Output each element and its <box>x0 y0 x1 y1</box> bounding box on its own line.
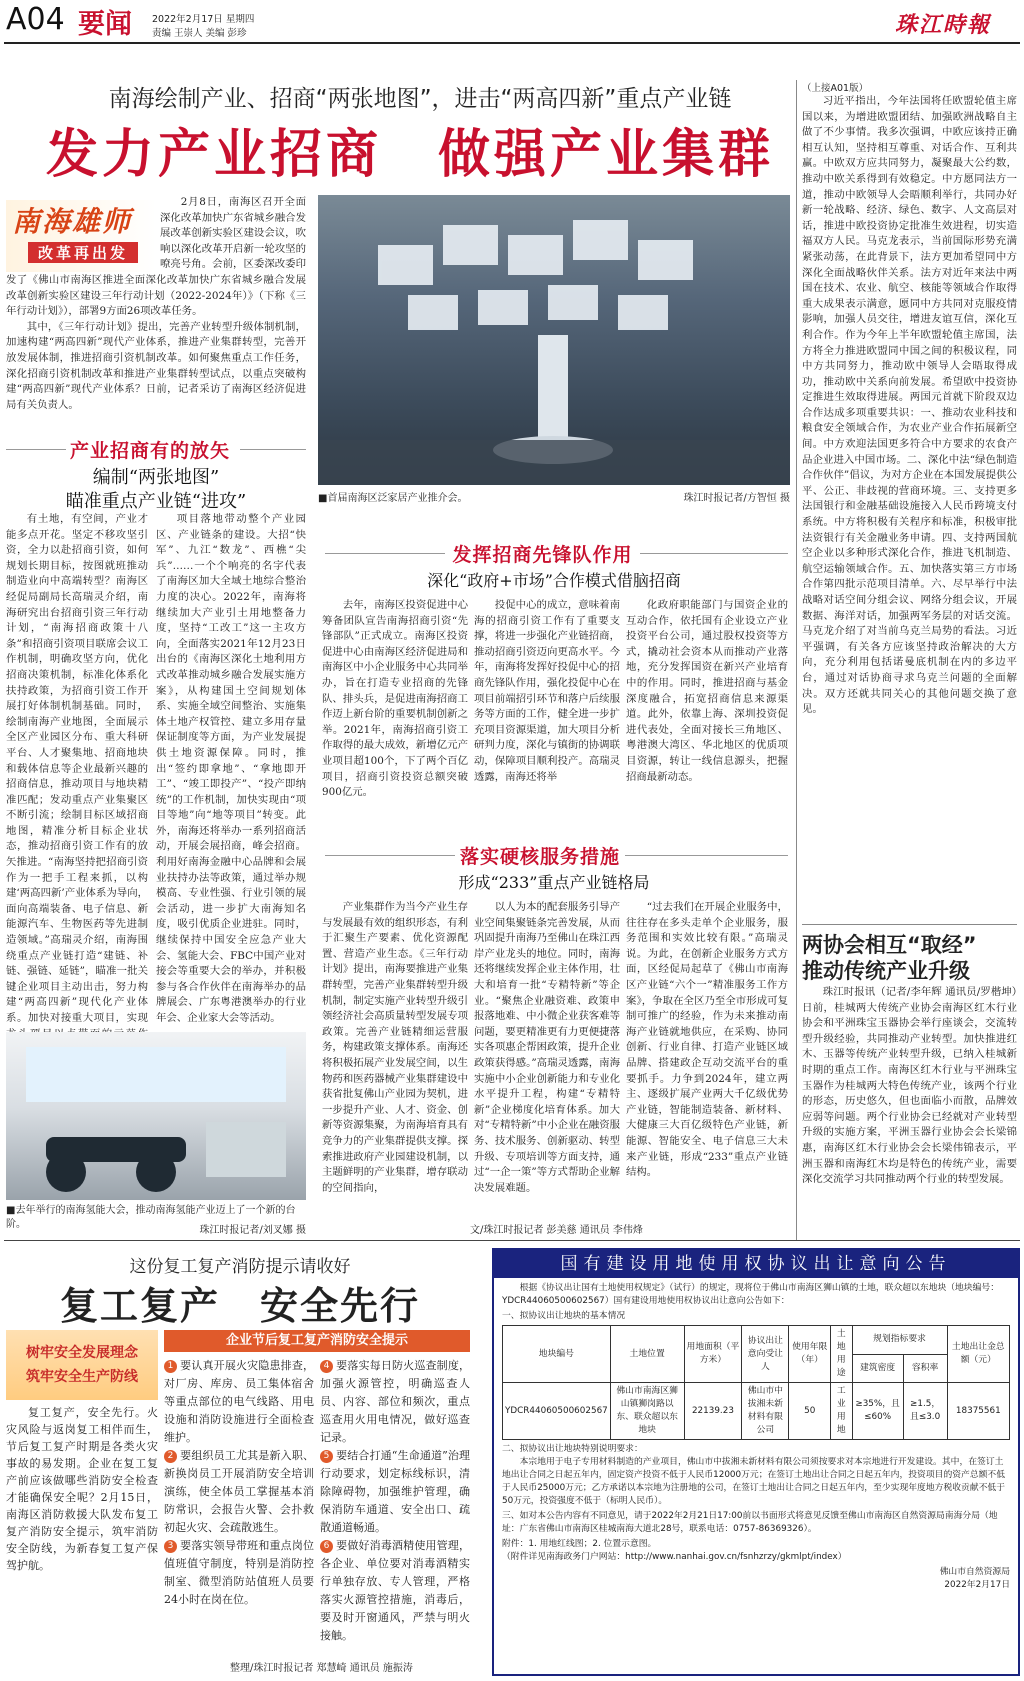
sec1-col1-text: 有土地，有空间，产业才能多点开花。坚定不移攻坚引资，全力以赴招商引资，如何规划长期目标，按图就班推动制造业向中高端转型？南海区经促局副局长高瑞灵介绍，南海研究出台招商引资三年行动计划，“南海招商政策十八条”和招商引资项目联席会议工作机制，明确攻坚方向，优化招商决策机制，标准化体系化扶持政策，为招商引资工作开展打好体制机制基础。同时，绘制南海产业地图，全面展示全区产业园区分布、重大科研平台、人才聚集地、招商地块和载体信息等企业最新兴趣的招商信息，推动项目与地块精准匹配；发动重点产业集聚区不断引流；绘制目标区域招商地图，精准分析目标企业状态，推动招商引资工作有的放矢推进。“南海坚持把招商引资作为一把手工程来抓，以构建‘两高四新’产业体系为导向，面向高端装备、电子信息、新能源汽车、生物医药等先进制造领域。”高瑞灵介绍，南海围绕重点产业链打造“建链、补链、强链、延链”，瞄准一批关键企业项目主动出击，努力构建“两高四新”现代化产业体系。加快对接重大项目，实现 <box>6 513 148 1024</box>
sec3-column-3 <box>626 900 788 1212</box>
sec3-col2-text: 以人为本的配套服务引导产业空间集聚链条完善发展，从而巩固提升南海乃至佛山在珠江西岸产业龙头的地位。同时，南海还将继续发挥企业主体作用，壮大和培育一批“专精特新”等企业。“聚焦企业融资难、政策申报落地难、中小微企业获客难等问题，要更精准更有力更便捷落实各项惠企帮困政策，提升企业政策获得感。”高瑞灵透露，南海实施中小企业创新能力和专业化水平提升工程，构建“专精特新”企业梯度化培育体系。加大对“专精特新”中小企业在融资服务、技术服务、创新驱动、转型升级、专项培训等方面支持，通过“一企一策”等方式帮助企业解决发展难题。 <box>474 901 620 1194</box>
fire-tip <box>164 1357 314 1447</box>
sec1-title: 产业招商有的放矢 <box>69 440 230 462</box>
fire-tip <box>320 1357 470 1447</box>
bottom-divider <box>4 1240 1020 1241</box>
photo1-credit: 珠江时报记者/方智恒 摄 <box>683 493 790 504</box>
cell-location: 佛山市南海区狮山镇狮岗路以东、联众超以东地块 <box>610 1383 684 1440</box>
continued-note: （上接A01版） <box>802 83 869 94</box>
tip-number: 3 <box>164 1540 177 1553</box>
land-notice <box>492 1248 1020 1676</box>
sec1-subtitle-1: 编制“两张地图” <box>92 467 220 488</box>
sec3-col1-text: 产业集群作为当今产业生存与发展最有效的组织形态，有利于汇聚生产要素、优化资源配置、营造产业生态。《三年行动计划》提出，南海要推进产业集群转型，完善产业集群转型升级机制，制定实施产业转型升级引领经济社会高质量转型发展专项政策。完善产业链精细运营服务，构建政策支撑体系。南海还将积极拓展产业发展空间，以生物药和医药器械产业集群建设中获省批复佛山产业园为契机，进一步提升产业、人才、资金、创新等资源集聚，为南海培育具有竞争力的产业集群提供支撑。探索推进政府产业园建设机制，以主题鲜明的产业集群，增存联动的空间指向， <box>322 901 468 1194</box>
cell-transferee: 佛山市中拔湘未新材料有限公司 <box>742 1383 789 1440</box>
tip-number: 4 <box>320 1360 333 1373</box>
date-line: 2022年2月17日 星期四 <box>152 14 255 25</box>
photo2-credit: 珠江时报记者/刘叉娜 摄 <box>199 1225 306 1236</box>
fire-slogan-box <box>6 1330 158 1400</box>
cell-far: ≥1.5，且≤3.0 <box>903 1383 947 1440</box>
tip-text: 要组织员工尤其是新入职、新换岗员工开展消防安全培训演练，使全体员工掌握基本消防常识，会报告火警、会扑救初起火灾、会疏散逃生。 <box>164 1449 314 1534</box>
photo-expo <box>318 195 790 485</box>
cell-area: 22139.23 <box>684 1383 742 1440</box>
table-row <box>503 1383 1010 1440</box>
logo-float-spacer <box>6 195 160 269</box>
right-article-2 <box>802 985 1017 1233</box>
sec3-column-2 <box>474 900 620 1212</box>
th-transferee: 协议出让意向受让人 <box>742 1326 789 1383</box>
fire-tips-box-header <box>164 1330 470 1352</box>
right-headline-rule <box>802 924 1017 925</box>
photo1-caption: ■首届南海区泛家居产业推介会。 <box>318 493 468 504</box>
lead-text: 2月8日，南海区召开全面深化改革加快广东省城乡融合发展改革创新实验区建设会议，吹响以深化改革开启新一轮攻坚的嘹亮号角。会前，区委深改委印发了《佛山市南海区推进全面深化改革加快广东省城乡融合发展改革创新实验区建设三年行动计划（2022-2024年）》（下称《三年行动计划》），部署9方面26项改革任务。 <box>6 196 306 318</box>
cell-plot-no: YDCR44060500602567 <box>503 1383 611 1440</box>
sec2-rule-right <box>640 553 788 554</box>
sec3-column-1 <box>322 900 468 1212</box>
sec3-byline: 文/珠江时报记者 彭美慈 通讯员 李伟烽 <box>470 1225 643 1236</box>
fire-byline: 整理/珠江时报记者 郑慧崎 通讯员 施振涛 <box>230 1663 413 1674</box>
sec1-col2-text: 项目落地带动整个产业园区、产业链条的建设。大招“快军”、九江“数龙”、西樵“尖兵”……一个个响亮的名字代表了南海区加大全域土地综合整治力度的决心。2022年，南海将继续加大产业引土用地整备力度，坚持“工改工”这一主攻方向，全面落实2021年12月23日出台的《南海区深化土地利用方式改革推动城乡融合发展实施方案》，从构建国土空间规划体系、实施全域空间整治、实施集体土地产权管控、建立多用存量保证制度等方面，为产业发展提供土地资源保障。同时，推出“签约即拿地”、“拿地即开工”、“竣工即投产”、“投产即纳统”的工作机制，加快实现由“项目等地”向“地等项目”转变。此外，南海还将举办一系列招商活动，开展会展招商，峰会招商。利用好南海金融中心品牌和会展业扶持办法等政策，通过举办规模高、专业性强、行业引领的展会活动，进一步扩大南海知名度，吸引优质企业进驻。同时，继续保持中国安全应急产业大会、氢能大会、FBC中国产业对接会等重要大会的举办，并积极参与各合作伙伴在南海举办的品牌展会、广东粤港澳举办的行业年会、企业家大会等活动。 <box>156 513 306 1024</box>
photo-hydrogen <box>6 1032 306 1200</box>
right-headline-2: 推动传统产业升级 <box>802 959 970 983</box>
land-table <box>502 1325 1010 1440</box>
tip-text: 要认真开展火灾隐患排查，对厂房、库房、员工集体宿舍等重点部位的电气线路、用电设施和消防设施进行全面检查维护。 <box>164 1359 314 1444</box>
notice-website: （附件详见南海政务门户网站：http://www.nanhai.gov.cn/fsnhzrzy/gkmlpt/index） <box>502 1552 847 1562</box>
sec3-col3-text: “过去我们在开展企业服务中，往往存在多头走单个企业服务，服务范围和实效比较有限。”高瑞灵说。为此，在创新企业服务方式方面，区经促局起草了《佛山市南海区产业链“六个一”精准服务工作方案》，争取在全区乃至全市形成可复制可推广的经验，作为未来推动南海产业链就地供应，在采购、协同创新、行业自律、打造产业链区域品牌、搭建政企互动交流平台的重要抓手。力争到2024年，建立两主、逐级扩展产业两大千亿级优势产业链，智能制造装备、新材料、大健康三大百亿级特色产业链，新能源、智能安全、电子信息三大未来产业链，形成“233”重点产业链结构。 <box>626 901 788 1179</box>
notice-intro: 根据《协议出让国有土地使用权规定》（试行）的规定，现将位于佛山市南海区狮山镇的土地，联众超以东地块（地块编号：YDCR44060500602567）国有建设用地使用权协议出让意向公告如下： <box>502 1283 1000 1306</box>
th-plot-no: 地块编号 <box>503 1326 611 1383</box>
notice-section-1: 一、拟协议出让地块的基本情况 <box>502 1311 626 1321</box>
series-logo-subtitle: 改革再出发 <box>28 242 138 263</box>
right-column-divider <box>796 80 797 1240</box>
th-usage: 土地用途 <box>831 1326 852 1383</box>
right-headline-1: 两协会相互“取经” <box>802 933 977 957</box>
page-number: A04 <box>6 2 65 37</box>
th-area: 用地面积（平方米） <box>684 1326 742 1383</box>
th-far: 容积率 <box>903 1354 947 1383</box>
th-planning: 规划指标要求 <box>852 1326 947 1355</box>
notice-org: 佛山市自然资源局 <box>939 1567 1010 1577</box>
sec2-col1-text: 去年，南海区投资促进中心筹备团队宣告南海招商引资“先锋部队”正式成立。南海区投资促进中心由南海区经济促进局和南海区中小企业服务中心共同举办，旨在打造专业招商的先锋队、排头兵，是促进南海招商工作迈上新台阶的重要机制创新之举。2021年，南海招商引资工作取得的最大成效，新增亿元产业项目超100个，下了两个百亿项目，招商引资投资总额突破900亿元。 <box>322 599 468 799</box>
sec1-rule-right <box>240 449 306 450</box>
sec3-rule-right <box>625 855 788 856</box>
cell-usage: 工业用地 <box>831 1383 852 1440</box>
sec2-rule-left <box>325 553 445 554</box>
fire-tip <box>164 1537 314 1609</box>
sec1-column-2 <box>156 512 306 1026</box>
notice-title: 国有建设用地使用权协议出让意向公告 <box>494 1250 1018 1278</box>
notice-section-2-text: 本宗地用于电子专用材料制造的产业项目，佛山市中拔湘未新材料有限公司须按要求对本宗地进行开发建设。其中，在签订土地出让合同之日起五年内，固定资产投资不低于人民币12000万元；在签订土地出让合同之日起五年内，投资项目的资产总额不低于人民币25000万元；乙方承诺以本宗地为注册地的公司，在签订土地出让合同之日起五年内，至少实现年度地方税收贡献不低于50万元，投资强度不低于（标明人民币）。 <box>502 1457 1006 1506</box>
fire-tips-col-1 <box>164 1357 314 1649</box>
header-rule <box>4 42 1020 44</box>
tip-text: 要做好消毒酒精使用管理，各企业、单位要对消毒酒精实行单独存放、专人管理，严格落实火源管控措施，消毒后，要及时开窗通风，严禁与明火接触。 <box>320 1539 470 1642</box>
th-density: 建筑密度 <box>852 1354 903 1383</box>
th-term: 使用年限（年） <box>789 1326 831 1383</box>
th-location: 土地位置 <box>610 1326 684 1383</box>
sec2-col3-text: 化政府职能部门与国资企业的互动合作，依托国有企业设立产业投资平台公司，通过股权投资等方式，撬动社会资本从而推动产业落地，充分发挥国资在新兴产业培育中的作用。同时，推进招商与基金深度融合，拓宽招商信息来源渠道。此外，依靠上海、深圳投资促进代表处，全面对接长三角地区、粤港澳大湾区、华北地区的优质项目资源，转让一线信息源头，把握招商最新动态。 <box>626 599 788 783</box>
th-price: 土地出让金总额（元） <box>947 1326 1009 1383</box>
fire-headline: 复工复产 安全先行 <box>59 1284 420 1328</box>
notice-date: 2022年2月17日 <box>944 1580 1010 1590</box>
fire-kicker: 这份复工复产消防提示请收好 <box>129 1257 351 1277</box>
fire-intro <box>6 1404 158 1676</box>
section-name: 要闻 <box>78 9 132 40</box>
main-kicker: 南海绘制产业、招商“两张地图”，进击“两高四新”重点产业链 <box>108 86 732 112</box>
tip-text: 要结合打通“生命通道”治理行动要求，划定标线标识，清除障碍物，加强维护管理，确保消防车通道、安全出口、疏散通道畅通。 <box>320 1449 470 1534</box>
fire-tip <box>320 1447 470 1537</box>
expo-illustration <box>318 195 790 485</box>
tip-number: 1 <box>164 1360 177 1373</box>
notice-attachments: 附件：1. 用地红线图；2. 位置示意图。 <box>502 1539 657 1549</box>
cell-density: ≥35%，且≤60% <box>852 1383 903 1440</box>
lead-text-2: 其中，《三年行动计划》提出，完善产业转型升级体制机制，加速构建“两高四新”现代产业体系，推进产业集群转型，完善开放发展体制，推进招商引资机制改革。如何聚焦重点工作任务，深化招商引资机制改革和推进产业集群转型试点，以重点突破构建“两高四新”现代产业体系？日前，记者采访了南海区经济促进局有关负责人。 <box>6 320 306 411</box>
tip-number: 5 <box>320 1450 333 1463</box>
tip-text: 要落实每日防火巡查制度，加强火源管控，明确巡查人员、内容、部位和频次，重点巡查用火用电情况，做好巡查记录。 <box>320 1359 470 1444</box>
sec2-column-3 <box>626 598 788 810</box>
notice-section-3: 三、如对本公告内容有不同意见，请于2022年2月21日17:00前以书面形式将意见反馈至佛山市南海区自然资源局南海分局（地址：广东省佛山市南海区桂城南海大道北28号，联系电话：0757-86369326）。 <box>502 1511 998 1534</box>
sec3-rule-left <box>325 855 455 856</box>
lead-paragraph <box>6 195 306 440</box>
sec3-subtitle: 形成“233”重点产业链格局 <box>458 873 650 892</box>
tip-text: 要落实领导带班和重点岗位值班值守制度，特别是消防控制室、微型消防站值班人员要24小时在岗在位。 <box>164 1539 314 1606</box>
right-article-body: 习近平指出，今年法国将任欧盟轮值主席国以来，为增进欧盟团结、加强欧洲战略自主做了不少事情。我多次强调，中欧应该持正确相互认知，坚持相互尊重、对话合作、互利共赢。中欧双方应共同努力，凝聚最大公约数，推动中欧关系得到有效稳定。中方愿同法方一道，推动中欧领导人会晤顺利举行，共同办好新一轮战略、经济、绿色、数字、人文高层对话，推进中欧投资协定批准生效进程，切实造福双方人民。马克龙表示，当前国际形势充满紧张动荡，在此背景下，法方更加希望同中方深化全面战略伙伴关系。法方对近年来法中两国在技术、农业、航空、核能等领域合作取得重大成果表示满意，愿同中方共同对克服疫情影响，加强人员交往，增进友谊互信，深化互利合作。作为今年上半年欧盟轮值主席国，法方将全力推进欧盟同中国之间的积极议程，同中方共同努力，推动欧中领导人会晤取得成功，推动欧中关系向前发展。希望欧中投资协定推进生效取得进展。两国元首就下阶段双边合作达成多项重要共识：一、推动农业科技和粮食安全领域合作，为农业产业合作拓展新空间。中方欢迎法国更多符合中方要求的农食产品企业进入中国市场。二、深化中法“绿色制造合作伙伴”倡议，为对方企业在本国发展提供公平、公正、非歧视的营商环境。三、支持更多法国银行和金融基础设施接入人民币跨境支付系统。中方将积极有关程序和标准，积极审批法资银行有关金融业务申请。四、支持两国航空企业以多种形式深化合作，推进飞机制造、航空运输领域合作。五、加快落实第三方市场合作第四批示范项目清单。六、尽早举行中法战略对话空间分组会议、网络分组会议，开展数据、海洋对话，加强两军务层的对话交流。马克龙介绍了对当前乌克兰局势的看法。习近平强调，有关各方应该坚持政治解决的大方向，充分利用包括诺曼底机制在内的多边平台，通过对话协商寻求乌克兰问题的全面解决。双方还就共同关心的其他问题交换了意见。 <box>802 95 1017 716</box>
sec1-subtitle-2: 瞄准重点产业链“进攻” <box>65 491 247 512</box>
right-article-2-body: 珠江时报讯（记者/李年辉 通讯员/罗楷坤）日前，桂城两大传统产业协会南海区红木行业协会和平洲珠宝玉器协会举行座谈会，交流转型升级经验，共同推动产业转型。加快推进红木、玉器等传统产业转型升级，已纳入桂城新时期的重点工作。南海区红木行业与平洲珠宝玉器作为桂城两大特色传统产业，该两个行业的形态，历史悠久，但也面临小而散，品牌效应弱等问题。两个行业协会已经就对产业转型升级的实施方案，平洲玉器行业协会会长梁锦惠，南海区红木行业协会会长梁伟锦表示，平洲玉器和南海红木均是特色的传统产业，需要深化交流学习共同推动两个行业的转型发展。 <box>802 986 1017 1186</box>
sec1-rule-left <box>6 449 66 450</box>
editor-line: 责编 王崇人 美编 彭珍 <box>152 28 247 39</box>
sec3-title: 落实硬核服务措施 <box>459 846 620 868</box>
tip-number: 6 <box>320 1540 333 1553</box>
sec2-column-1 <box>322 598 468 810</box>
sec2-title: 发挥招商先锋队作用 <box>452 544 633 566</box>
fire-tip <box>320 1537 470 1645</box>
fire-slogan-1: 树牢安全发展理念 <box>26 1345 138 1361</box>
cell-price: 18375561 <box>947 1383 1009 1440</box>
fire-tip <box>164 1447 314 1537</box>
right-article-text <box>802 94 1017 924</box>
sec2-column-2 <box>474 598 620 810</box>
photo2-caption: ■去年举行的南海氢能大会，推动南海氢能产业迈上了一个新的台阶。 <box>6 1205 296 1230</box>
tip-number: 2 <box>164 1450 177 1463</box>
fire-slogan-2: 筑牢安全生产防线 <box>26 1369 138 1385</box>
hydrogen-illustration <box>6 1032 306 1200</box>
fire-intro-text: 复工复产，安全先行。火灾风险与返岗复工相伴而生，节后复工复产时期是各类火灾事故的易发期。企业在复工复产前应该做哪些消防安全检查才能确保安全呢？2月15日，南海区消防救援大队发布复工复产消防安全提示，筑牢消防安全防线，为新春复工复产保驾护航。 <box>6 1406 158 1572</box>
sec1-column-1 <box>6 512 148 1026</box>
sec2-col2-text: 投促中心的成立，意味着南海的招商引资工作有了重要支撑，将进一步强化产业链招商，推动招商引资迈向更高水平。今年，南海将发挥好投促中心的招商先锋队作用，强化投促中心在项目前端招引环节和落户后续服务等方面的工作，健全进一步扩充项目资源渠道，加大项目分析研判力度，深化与镇街的协调联动，保障项目顺利投产。高瑞灵透露，南海还将举 <box>474 599 620 783</box>
fire-tips-title: 企业节后复工复产消防安全提示 <box>225 1333 408 1348</box>
masthead: 珠江時報 <box>895 12 992 38</box>
notice-body <box>494 1278 1018 1596</box>
notice-section-2: 二、拟协议出让地块特别说明要求： <box>502 1444 643 1454</box>
main-headline: 发力产业招商 做强产业集群 <box>45 125 774 185</box>
sec2-subtitle: 深化“政府+市场”合作模式借脑招商 <box>427 571 681 590</box>
cell-term: 50 <box>789 1383 831 1440</box>
fire-tips-col-2 <box>320 1357 470 1649</box>
land-table-header <box>503 1326 1010 1355</box>
series-logo-title: 南海雄师 <box>12 205 133 238</box>
